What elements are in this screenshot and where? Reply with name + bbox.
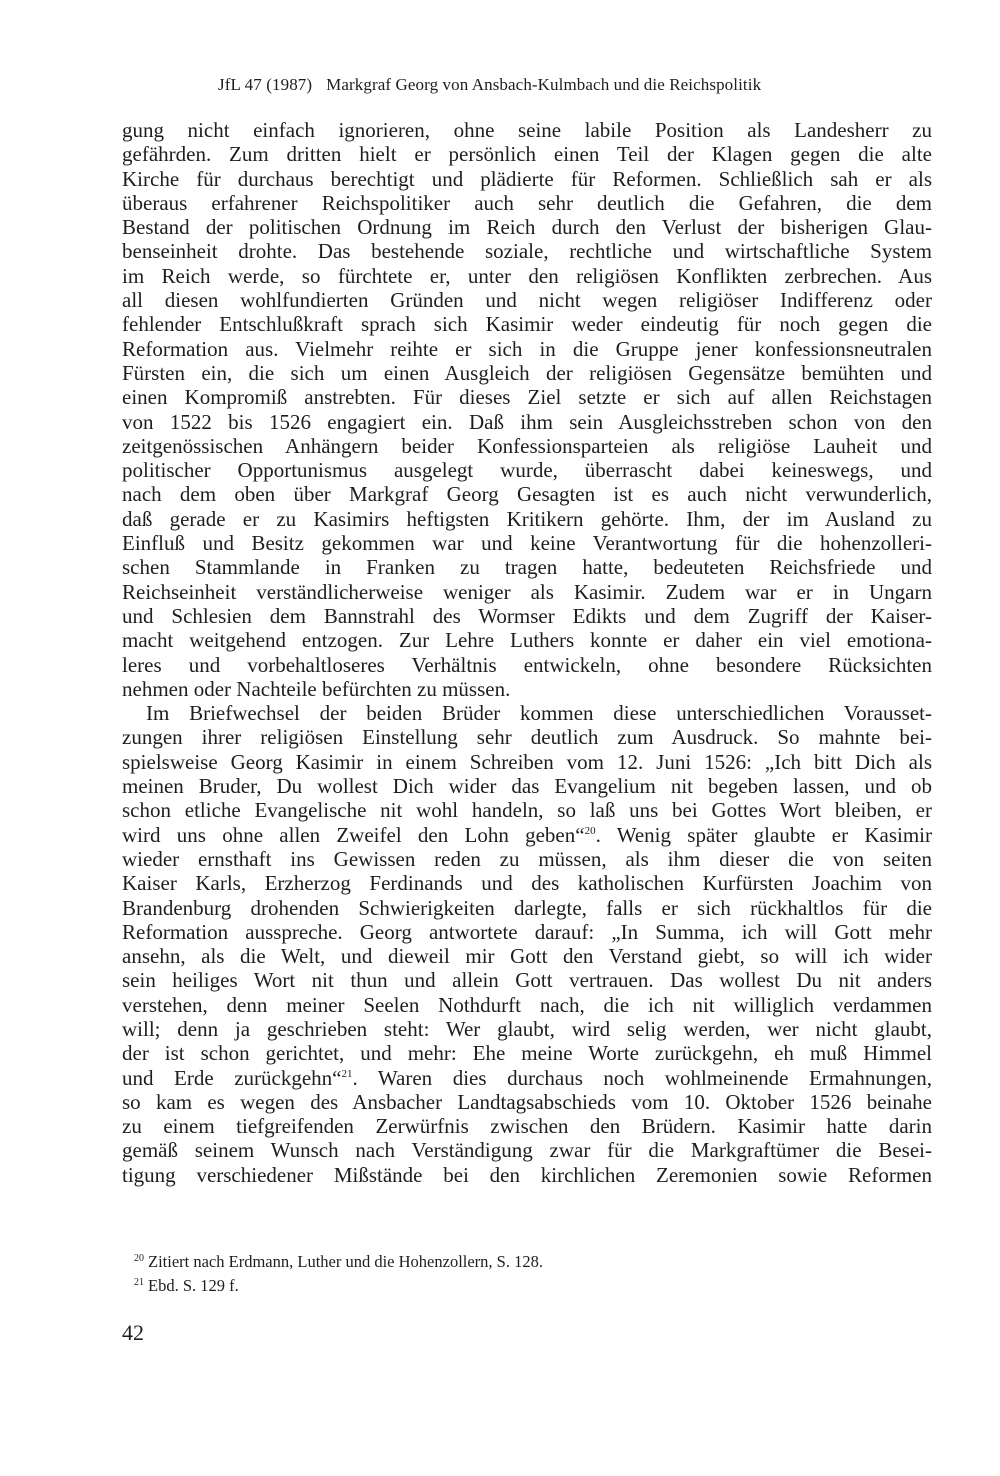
footnote-text: Zitiert nach Erdmann, Luther und die Hohenzollern, S. 128. [148, 1252, 543, 1271]
line-text: spielsweise Georg Kasimir in einem Schreiben vom 12. Juni 1526: „Ich bitt Dich als [122, 749, 932, 774]
text-line [122, 628, 932, 652]
text-line [122, 142, 932, 166]
line-text: schon etliche Evangelische nit wohl handeln, so laß uns bei Gottes Wort bleiben, er [122, 798, 932, 823]
line-text: nach dem oben über Markgraf Georg Gesagten ist es auch nicht verwunderlich, [122, 482, 932, 507]
line-text: wird uns ohne allen Zweifel den Lohn geben“ [122, 822, 585, 847]
text-line [122, 239, 932, 263]
line-text: macht weitgehend entzogen. Zur Lehre Luthers konnte er daher ein viel emotiona- [122, 628, 932, 653]
line-text: Reformation aus. Vielmehr reihte er sich in die Gruppe jener konfessionsneutralen [122, 336, 932, 361]
text-line [122, 823, 932, 847]
line-text: verstehen, denn meiner Seelen Nothdurft nach, die ich nit williglich verdammen [122, 992, 932, 1017]
text-line [122, 774, 932, 798]
text-line [122, 434, 932, 458]
text-line [122, 677, 932, 701]
footnotes [134, 1250, 914, 1298]
journal-reference: JfL 47 (1987) [218, 75, 313, 94]
page-number: 42 [122, 1320, 144, 1345]
text-line [122, 968, 932, 992]
line-text: ansehn, als die Welt, und dieweil mir Gott den Verstand giebt, so will ich wider [122, 944, 932, 969]
line-text: schen Stammlande in Franken zu tragen hatte, bedeuteten Reichsfriede und [122, 555, 932, 580]
text-line [122, 871, 932, 895]
line-text: einen Kompromiß anstrebten. Für dieses Ziel setzte er sich auf allen Reichstagen [122, 385, 932, 410]
line-text: Im Briefwechsel der beiden Brüder kommen diese unterschiedlichen Vorausset- [146, 701, 932, 726]
footnote [134, 1250, 914, 1274]
line-text: Reichseinheit verständlicherweise weniger als Kasimir. Zudem war er in Ungarn [122, 579, 932, 604]
text-line [122, 385, 932, 409]
text-line [122, 1090, 932, 1114]
footnote-ref: 21 [341, 1067, 353, 1080]
text-line [122, 191, 932, 215]
text-line [122, 458, 932, 482]
line-text: zeitgenössischen Anhängern beider Konfessionsparteien als religiöse Lauheit und [122, 433, 932, 458]
line-text: leres und vorbehaltloseres Verhältnis entwickeln, ohne besondere Rücksichten [122, 652, 932, 677]
line-text: all diesen wohlfundierten Gründen und nicht wegen religiöser Indifferenz oder [122, 288, 932, 313]
line-text: will; denn ja geschrieben steht: Wer glaubt, wird selig werden, wer nicht glaubt, [122, 1016, 932, 1041]
text-line [122, 312, 932, 336]
line-text-continued: . Waren dies durchaus noch wohlmeinende Ermahnungen, [352, 1065, 933, 1090]
running-header [218, 75, 868, 95]
body-text [122, 118, 932, 1187]
line-text: gung nicht einfach ignorieren, ohne seine labile Position als Landesherr zu [122, 118, 932, 142]
text-line [122, 847, 932, 871]
line-text: gefährden. Zum dritten hielt er persönlich einen Teil der Klagen gegen die alte [122, 142, 932, 167]
line-text: meinen Bruder, Du wollest Dich wider das Evangelium nit begeben lassen, und ob [122, 774, 932, 799]
footnote-number: 21 [134, 1277, 144, 1288]
text-line [122, 507, 932, 531]
text-line [122, 701, 932, 725]
line-text: daß gerade er zu Kasimirs heftigsten Kritikern gehörte. Ihm, der im Ausland zu [122, 506, 932, 531]
footnote-number: 20 [134, 1253, 144, 1264]
line-text: benseinheit drohte. Das bestehende soziale, rechtliche und wirtschaftliche System [122, 239, 932, 264]
line-text: im Reich werde, so fürchtete er, unter den religiösen Konflikten zerbrechen. Aus [122, 263, 932, 288]
line-text: überaus erfahrener Reichspolitiker auch sehr deutlich die Gefahren, die dem [122, 190, 932, 215]
line-text: Einfluß und Besitz gekommen war und keine Verantwortung für die hohenzolleri- [122, 531, 932, 556]
line-text: zu einem tiefgreifenden Zerwürfnis zwischen den Brüdern. Kasimir hatte darin [122, 1114, 932, 1139]
article-title: Markgraf Georg von Ansbach-Kulmbach und die Reichspolitik [326, 75, 762, 94]
line-text: Kirche für durchaus berechtigt und plädierte für Reformen. Schließlich sah er als [122, 166, 932, 191]
text-line [122, 725, 932, 749]
line-text: der ist schon gerichtet, und mehr: Ehe meine Worte zurückgehn, eh muß Himmel [122, 1041, 932, 1066]
footnote [134, 1274, 914, 1298]
text-line [122, 482, 932, 506]
line-text: von 1522 bis 1526 engagiert ein. Daß ihm sein Ausgleichsstreben schon von den [122, 409, 932, 434]
line-text: gemäß seinem Wunsch nach Verständigung zwar für die Markgraftümer die Besei- [122, 1138, 932, 1163]
text-line [122, 361, 932, 385]
text-line [122, 410, 932, 434]
line-text: und Schlesien dem Bannstrahl des Wormser Edikts und dem Zugriff der Kaiser- [122, 603, 932, 628]
text-line [122, 337, 932, 361]
line-text: wieder ernsthaft ins Gewissen reden zu müssen, als ihm dieser die von seiten [122, 846, 932, 871]
text-line [122, 1114, 932, 1138]
text-line [122, 1066, 932, 1090]
text-line [122, 580, 932, 604]
text-line [122, 288, 932, 312]
line-text: fehlender Entschlußkraft sprach sich Kasimir weder eindeutig für noch gegen die [122, 312, 932, 337]
line-text: sein heiliges Wort nit thun und allein Gott vertrauen. Das wollest Du nit anders [122, 968, 932, 993]
line-text: zungen ihrer religiösen Einstellung sehr deutlich zum Ausdruck. So mahnte bei- [122, 725, 932, 750]
text-line [122, 1017, 932, 1041]
line-text: Fürsten ein, die sich um einen Ausgleich der religiösen Gegensätze bemühten und [122, 360, 932, 385]
line-text: Kaiser Karls, Erzherzog Ferdinands und des katholischen Kurfürsten Joachim von [122, 871, 932, 896]
line-text: so kam es wegen des Ansbacher Landtagsabschieds vom 10. Oktober 1526 beinahe [122, 1089, 932, 1114]
text-line [122, 653, 932, 677]
text-line [122, 215, 932, 239]
text-line [122, 896, 932, 920]
text-line [122, 167, 932, 191]
line-text: Reformation ausspreche. Georg antwortete darauf: „In Summa, ich will Gott mehr [122, 919, 932, 944]
line-text-continued: . Wenig später glaubte er Kasimir [595, 822, 932, 847]
line-text: und Erde zurückgehn“ [122, 1065, 342, 1090]
line-text: Brandenburg drohenden Schwierigkeiten darlegte, falls er sich rückhaltlos für die [122, 895, 932, 920]
footnote-text: Ebd. S. 129 f. [148, 1276, 239, 1295]
text-line [122, 993, 932, 1017]
line-text: tigung verschiedener Mißstände bei den kirchlichen Zeremonien sowie Reformen [122, 1162, 932, 1187]
text-line [122, 920, 932, 944]
line-text: nehmen oder Nachteile befürchten zu müssen. [122, 676, 511, 701]
footnote-ref: 20 [584, 824, 596, 837]
line-text: Bestand der politischen Ordnung im Reich durch den Verlust der bisherigen Glau- [122, 215, 932, 240]
text-line [122, 1041, 932, 1065]
text-line [122, 798, 932, 822]
line-text: politischer Opportunismus ausgelegt wurde, überrascht dabei keineswegs, und [122, 458, 932, 483]
text-line [122, 531, 932, 555]
text-line [122, 1163, 932, 1187]
text-line [122, 944, 932, 968]
text-line [122, 750, 932, 774]
text-line [122, 118, 932, 142]
text-line [122, 1138, 932, 1162]
text-line [122, 264, 932, 288]
text-line [122, 555, 932, 579]
text-line [122, 604, 932, 628]
